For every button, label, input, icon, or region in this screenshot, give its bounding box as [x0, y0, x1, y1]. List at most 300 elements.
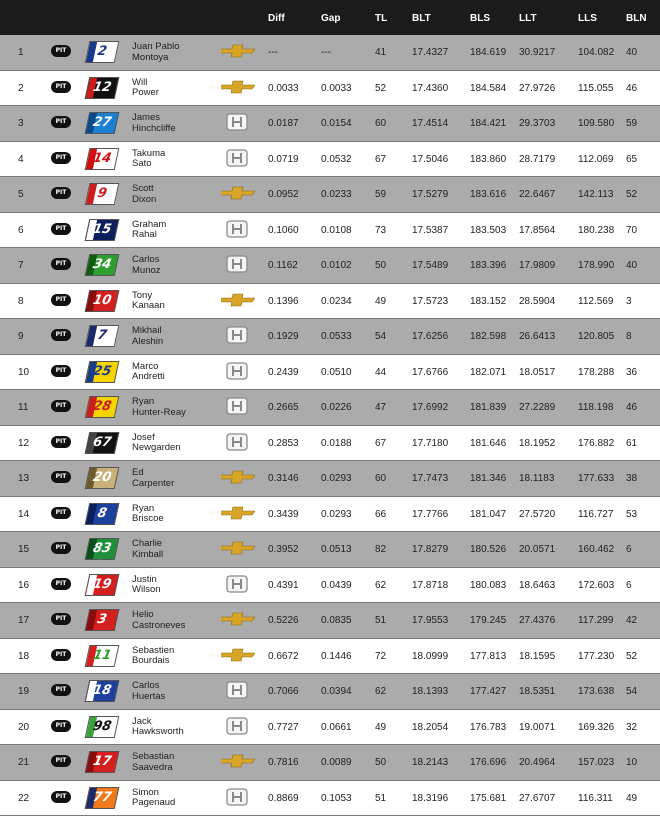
total-laps-value: 62	[375, 579, 387, 591]
table-row[interactable]	[0, 106, 660, 142]
table-row[interactable]	[0, 390, 660, 426]
best-lap-speed-value: 180.083	[470, 579, 507, 591]
best-lap-time-value: 17.6766	[412, 366, 449, 378]
driver-first-name: Will	[132, 76, 148, 88]
chevrolet-logo-icon	[221, 470, 255, 484]
diff-value: 0.3439	[268, 508, 299, 520]
position: 5	[18, 189, 24, 200]
last-lap-time-value: 27.6707	[519, 792, 556, 804]
best-lap-speed-value: 184.421	[470, 118, 507, 129]
best-lap-speed-value: 180.526	[470, 544, 507, 555]
car-number: 98	[91, 718, 113, 734]
gap-value: 0.0513	[321, 544, 352, 555]
last-lap-speed-value: 142.113	[578, 189, 614, 200]
driver-name[interactable]	[132, 291, 165, 312]
header-bln[interactable]: BLN	[626, 13, 647, 24]
table-row[interactable]	[0, 532, 660, 568]
car-number: 15	[91, 221, 113, 237]
last-lap-time-value: 18.6463	[519, 579, 556, 591]
total-laps-value: 60	[375, 473, 387, 484]
driver-last-name: Aleshin	[132, 335, 164, 347]
last-lap-speed-value: 178.288	[578, 366, 615, 378]
best-lap-time-value: 17.7766	[412, 508, 449, 520]
driver-last-name: Montoya	[132, 51, 169, 63]
table-row[interactable]	[0, 319, 660, 355]
gap-value: 0.1053	[321, 792, 352, 804]
driver-last-name: Wilson	[132, 584, 161, 595]
driver-first-name: Mikhail	[132, 325, 162, 336]
driver-name[interactable]	[132, 42, 180, 63]
driver-last-name: Newgarden	[132, 442, 181, 453]
last-lap-speed-value: 115.055	[578, 82, 614, 94]
car-number: 34	[91, 257, 113, 272]
table-row[interactable]	[0, 284, 660, 320]
total-laps-value: 67	[375, 153, 387, 165]
best-lap-time-value: 17.5279	[412, 189, 449, 200]
position: 13	[18, 473, 30, 484]
best-lap-time-value: 17.7473	[412, 473, 449, 484]
car-number: 2	[95, 44, 109, 59]
best-lap-number-value: 38	[626, 473, 638, 484]
car-number-plate	[85, 432, 120, 454]
best-lap-time-value: 18.3196	[412, 792, 449, 804]
header-bls[interactable]: BLS	[470, 13, 490, 24]
driver-name[interactable]	[132, 362, 165, 383]
car-number: 11	[91, 647, 113, 663]
position: 12	[18, 437, 30, 449]
table-row[interactable]	[0, 177, 660, 213]
best-lap-number-value: 46	[626, 82, 638, 94]
best-lap-time-value: 18.1393	[412, 686, 449, 697]
chevrolet-logo-icon	[221, 648, 255, 662]
best-lap-speed-value: 183.860	[470, 153, 507, 165]
table-row[interactable]	[0, 710, 660, 746]
last-lap-speed-value: 160.462	[578, 544, 615, 555]
driver-first-name: Takuma	[132, 147, 166, 159]
driver-name[interactable]	[132, 255, 161, 276]
table-row[interactable]	[0, 71, 660, 107]
diff-value: 0.3952	[268, 544, 299, 555]
driver-first-name: Sebastian	[132, 751, 175, 762]
driver-name[interactable]	[132, 397, 186, 418]
total-laps-value: 44	[375, 366, 387, 378]
best-lap-number-value: 53	[626, 508, 638, 520]
driver-name[interactable]	[132, 717, 184, 738]
total-laps-value: 72	[375, 650, 387, 662]
best-lap-speed-value: 176.696	[470, 757, 507, 768]
chevrolet-logo-icon	[221, 293, 255, 307]
last-lap-speed-value: 117.299	[578, 615, 614, 626]
driver-last-name: Hunter-Reay	[132, 406, 186, 418]
best-lap-number-value: 8	[626, 331, 632, 342]
car-number-plate	[85, 325, 120, 347]
best-lap-number-value: 10	[626, 757, 638, 768]
pit-badge-icon: PIT	[51, 471, 71, 483]
driver-name[interactable]	[132, 504, 164, 525]
honda-logo-icon	[226, 149, 248, 167]
driver-name[interactable]	[132, 220, 166, 241]
column-header-bar	[0, 0, 660, 35]
best-lap-number-value: 59	[626, 118, 638, 129]
driver-first-name: Carlos	[132, 254, 160, 265]
table-row[interactable]	[0, 781, 660, 817]
best-lap-time-value: 17.6992	[412, 402, 449, 413]
table-row[interactable]	[0, 248, 660, 284]
gap-value: 0.0033	[321, 82, 352, 94]
honda-logo-icon	[226, 397, 248, 415]
driver-name[interactable]	[132, 184, 156, 205]
driver-last-name: Pagenaud	[132, 797, 176, 808]
table-row[interactable]	[0, 35, 660, 71]
position: 14	[18, 508, 30, 520]
last-lap-speed-value: 104.082	[578, 47, 615, 58]
diff-value: 0.2665	[268, 402, 299, 413]
table-row[interactable]	[0, 568, 660, 604]
pit-badge-icon: PIT	[51, 613, 71, 625]
pit-badge-icon: PIT	[51, 81, 71, 93]
car-number-plate	[85, 112, 120, 134]
diff-value: 0.8869	[268, 792, 299, 804]
best-lap-time-value: 17.9553	[412, 615, 449, 626]
last-lap-time-value: 18.0517	[519, 366, 556, 378]
chevrolet-logo-icon	[221, 754, 255, 768]
pit-badge-icon: PIT	[51, 755, 71, 767]
best-lap-number-value: 6	[626, 544, 632, 555]
best-lap-speed-value: 183.503	[470, 224, 507, 236]
last-lap-speed-value: 178.990	[578, 260, 615, 271]
car-number-plate	[85, 787, 120, 809]
driver-last-name: Hawksworth	[132, 726, 184, 737]
driver-last-name: Castroneves	[132, 619, 186, 631]
chevrolet-logo-icon	[221, 612, 255, 626]
best-lap-speed-value: 181.839	[470, 402, 507, 413]
gap-value: 0.1446	[321, 650, 352, 662]
driver-first-name: Charlie	[132, 538, 163, 549]
driver-first-name: Justin	[132, 573, 157, 585]
car-number-plate	[85, 290, 120, 312]
last-lap-time-value: 26.6413	[519, 331, 556, 342]
last-lap-time-value: 18.1952	[519, 437, 556, 449]
driver-first-name: Juan Pablo	[132, 41, 180, 52]
pit-badge-icon: PIT	[51, 258, 71, 270]
best-lap-speed-value: 184.584	[470, 82, 507, 94]
position: 11	[18, 402, 29, 413]
car-number-plate	[85, 396, 120, 418]
driver-first-name: Josef	[132, 431, 155, 443]
best-lap-time-value: 17.5387	[412, 224, 449, 236]
driver-first-name: Ryan	[132, 396, 155, 407]
honda-logo-icon	[226, 717, 248, 735]
driver-first-name: Scott	[132, 183, 154, 194]
best-lap-number-value: 52	[626, 650, 638, 662]
driver-name[interactable]	[132, 149, 165, 170]
car-number-plate	[85, 538, 120, 560]
driver-last-name: Kanaan	[132, 300, 165, 311]
car-number: 12	[91, 79, 113, 95]
gap-value: 0.0661	[321, 721, 352, 733]
total-laps-value: 59	[375, 189, 387, 200]
driver-name[interactable]	[132, 113, 176, 134]
last-lap-time-value: 27.5720	[519, 508, 556, 520]
last-lap-speed-value: 112.069	[578, 153, 614, 165]
driver-name[interactable]	[132, 610, 185, 631]
last-lap-time-value: 17.9809	[519, 260, 556, 271]
driver-name[interactable]	[132, 433, 181, 454]
car-number-plate	[85, 254, 120, 276]
position: 7	[18, 260, 24, 271]
best-lap-time-value: 17.4514	[412, 118, 449, 129]
car-number: 17	[91, 754, 113, 769]
driver-last-name: Kimball	[132, 548, 164, 560]
honda-logo-icon	[226, 326, 248, 344]
car-number-plate	[85, 361, 120, 383]
total-laps-value: 54	[375, 331, 387, 342]
driver-name[interactable]	[132, 539, 163, 560]
best-lap-time-value: 17.5046	[412, 153, 449, 165]
last-lap-time-value: 19.0071	[519, 721, 556, 733]
driver-last-name: Bourdais	[132, 655, 170, 666]
gap-value: 0.0835	[321, 615, 352, 626]
car-number: 18	[91, 683, 113, 698]
driver-name[interactable]	[132, 646, 174, 667]
chevrolet-logo-icon	[221, 44, 255, 58]
header-diff[interactable]: Diff	[268, 13, 285, 24]
position: 20	[18, 721, 30, 733]
last-lap-speed-value: 157.023	[578, 757, 615, 768]
total-laps-value: 67	[375, 437, 387, 449]
car-number-plate	[85, 183, 120, 205]
car-number: 9	[95, 186, 109, 201]
car-number: 83	[91, 541, 113, 556]
last-lap-time-value: 18.5351	[519, 686, 556, 697]
gap-value: 0.0293	[321, 473, 352, 484]
gap-value: 0.0188	[321, 437, 352, 449]
header-llt[interactable]: LLT	[519, 13, 537, 24]
best-lap-speed-value: 175.681	[470, 792, 507, 804]
table-row[interactable]	[0, 674, 660, 710]
best-lap-speed-value: 184.619	[470, 47, 507, 58]
pit-badge-icon: PIT	[51, 116, 71, 128]
driver-last-name: Andretti	[132, 371, 165, 382]
table-row[interactable]	[0, 603, 660, 639]
position: 21	[18, 757, 30, 768]
best-lap-speed-value: 177.813	[470, 650, 507, 662]
last-lap-time-value: 20.0571	[519, 544, 556, 555]
table-row[interactable]	[0, 461, 660, 497]
car-number: 19	[91, 576, 113, 592]
best-lap-time-value: 17.5489	[412, 260, 449, 271]
pit-badge-icon: PIT	[51, 720, 71, 732]
car-number: 28	[91, 399, 113, 414]
best-lap-number-value: 49	[626, 792, 638, 804]
car-number: 20	[91, 470, 113, 485]
diff-value: 0.2853	[268, 437, 299, 449]
honda-logo-icon	[226, 575, 248, 593]
honda-logo-icon	[226, 362, 248, 380]
position: 22	[18, 792, 30, 804]
best-lap-number-value: 3	[626, 295, 632, 307]
position: 17	[18, 615, 30, 626]
driver-first-name: Ed	[132, 467, 144, 478]
driver-last-name: Briscoe	[132, 513, 164, 524]
driver-first-name: Helio	[132, 609, 154, 620]
car-number-plate	[85, 716, 120, 738]
car-number-plate	[85, 645, 120, 667]
diff-value: 0.6672	[268, 650, 299, 662]
best-lap-number-value: 42	[626, 615, 638, 626]
best-lap-number-value: 40	[626, 47, 638, 58]
car-number-plate	[85, 503, 120, 525]
gap-value: 0.0533	[321, 331, 352, 342]
position: 9	[18, 331, 24, 342]
table-row[interactable]	[0, 497, 660, 533]
pit-badge-icon: PIT	[51, 329, 71, 341]
last-lap-speed-value: 177.230	[578, 650, 615, 662]
gap-value: ---	[321, 47, 331, 58]
total-laps-value: 50	[375, 757, 387, 768]
chevrolet-logo-icon	[221, 186, 255, 200]
best-lap-speed-value: 176.783	[470, 721, 507, 733]
gap-value: 0.0102	[321, 260, 352, 271]
best-lap-time-value: 17.5723	[412, 295, 449, 307]
position: 6	[18, 224, 24, 236]
diff-value: 0.1396	[268, 295, 299, 307]
best-lap-number-value: 65	[626, 153, 638, 165]
position: 16	[18, 579, 30, 591]
best-lap-speed-value: 181.047	[470, 508, 507, 520]
gap-value: 0.0394	[321, 686, 352, 697]
last-lap-speed-value: 173.638	[578, 686, 615, 697]
total-laps-value: 47	[375, 402, 387, 413]
best-lap-time-value: 18.0999	[412, 650, 449, 662]
pit-badge-icon: PIT	[51, 542, 71, 554]
diff-value: 0.0719	[268, 153, 299, 165]
driver-name[interactable]	[132, 752, 174, 773]
position: 19	[18, 686, 30, 697]
diff-value: 0.5226	[268, 615, 299, 626]
car-number: 7	[95, 328, 109, 343]
diff-value: 0.7727	[268, 721, 299, 733]
car-number-plate	[85, 574, 120, 596]
table-row[interactable]	[0, 142, 660, 178]
last-lap-speed-value: 112.569	[578, 295, 614, 307]
last-lap-time-value: 27.2289	[519, 402, 556, 413]
driver-first-name: Ryan	[132, 502, 155, 514]
driver-name[interactable]	[132, 468, 174, 489]
car-number: 27	[91, 115, 113, 130]
car-number: 14	[91, 150, 113, 166]
header-blt[interactable]: BLT	[412, 13, 431, 24]
best-lap-speed-value: 177.427	[470, 686, 507, 697]
car-number-plate	[85, 148, 120, 170]
best-lap-number-value: 36	[626, 366, 638, 378]
driver-last-name: Hinchcliffe	[132, 122, 176, 134]
best-lap-time-value: 17.6256	[412, 331, 449, 342]
diff-value: 0.3146	[268, 473, 299, 484]
gap-value: 0.0234	[321, 295, 352, 307]
diff-value: 0.7816	[268, 757, 299, 768]
honda-logo-icon	[226, 433, 248, 451]
diff-value: 0.1162	[268, 260, 298, 271]
car-number: 25	[91, 363, 113, 379]
gap-value: 0.0233	[321, 189, 352, 200]
best-lap-time-value: 17.8279	[412, 544, 449, 555]
diff-value: 0.2439	[268, 366, 299, 378]
car-number: 77	[91, 789, 113, 805]
driver-name[interactable]	[132, 681, 165, 702]
last-lap-speed-value: 120.805	[578, 331, 615, 342]
position: 1	[18, 47, 24, 58]
last-lap-time-value: 28.7179	[519, 153, 556, 165]
best-lap-speed-value: 182.598	[470, 331, 507, 342]
table-row[interactable]	[0, 745, 660, 781]
position: 2	[18, 82, 24, 94]
pit-badge-icon: PIT	[51, 365, 71, 377]
diff-value: 0.0033	[268, 82, 299, 94]
driver-last-name: Munoz	[132, 264, 161, 276]
driver-last-name: Sato	[132, 158, 152, 169]
driver-name[interactable]	[132, 788, 175, 809]
driver-last-name: Huertas	[132, 690, 166, 702]
diff-value: 0.4391	[268, 579, 299, 591]
table-row[interactable]	[0, 426, 660, 462]
table-row[interactable]	[0, 213, 660, 249]
driver-first-name: Jack	[132, 715, 152, 727]
total-laps-value: 60	[375, 118, 387, 129]
table-row[interactable]	[0, 639, 660, 675]
position: 3	[18, 118, 24, 129]
pit-badge-icon: PIT	[51, 400, 71, 412]
best-lap-number-value: 52	[626, 189, 638, 200]
best-lap-speed-value: 181.346	[470, 473, 507, 484]
table-row[interactable]	[0, 355, 660, 391]
total-laps-value: 49	[375, 295, 387, 307]
car-number-plate	[85, 219, 120, 241]
total-laps-value: 49	[375, 721, 387, 733]
last-lap-time-value: 20.4964	[519, 757, 556, 768]
best-lap-time-value: 18.2143	[412, 757, 449, 768]
header-gap[interactable]: Gap	[321, 13, 341, 24]
last-lap-speed-value: 180.238	[578, 224, 615, 236]
best-lap-speed-value: 182.071	[470, 366, 507, 378]
last-lap-speed-value: 177.633	[578, 473, 615, 484]
total-laps-value: 52	[375, 82, 387, 94]
best-lap-time-value: 17.8718	[412, 579, 449, 591]
car-number-plate	[85, 751, 120, 773]
last-lap-time-value: 18.1183	[519, 473, 555, 484]
driver-last-name: Power	[132, 87, 159, 98]
driver-first-name: Tony	[132, 289, 153, 301]
last-lap-speed-value: 169.326	[578, 721, 615, 733]
driver-name[interactable]	[132, 575, 161, 596]
position: 18	[18, 650, 30, 662]
pit-badge-icon: PIT	[51, 684, 71, 696]
driver-last-name: Saavedra	[132, 761, 173, 773]
driver-first-name: Marco	[132, 360, 159, 372]
last-lap-time-value: 29.3703	[519, 118, 556, 129]
honda-logo-icon	[226, 788, 248, 806]
driver-name[interactable]	[132, 78, 159, 99]
header-lls[interactable]: LLS	[578, 13, 597, 24]
best-lap-speed-value: 183.616	[470, 189, 507, 200]
chevrolet-logo-icon	[221, 80, 255, 94]
driver-name[interactable]	[132, 326, 163, 347]
header-tl[interactable]: TL	[375, 13, 388, 24]
best-lap-number-value: 61	[626, 437, 638, 449]
diff-value: 0.1929	[268, 331, 299, 342]
gap-value: 0.0154	[321, 118, 352, 129]
pit-badge-icon: PIT	[51, 152, 71, 164]
